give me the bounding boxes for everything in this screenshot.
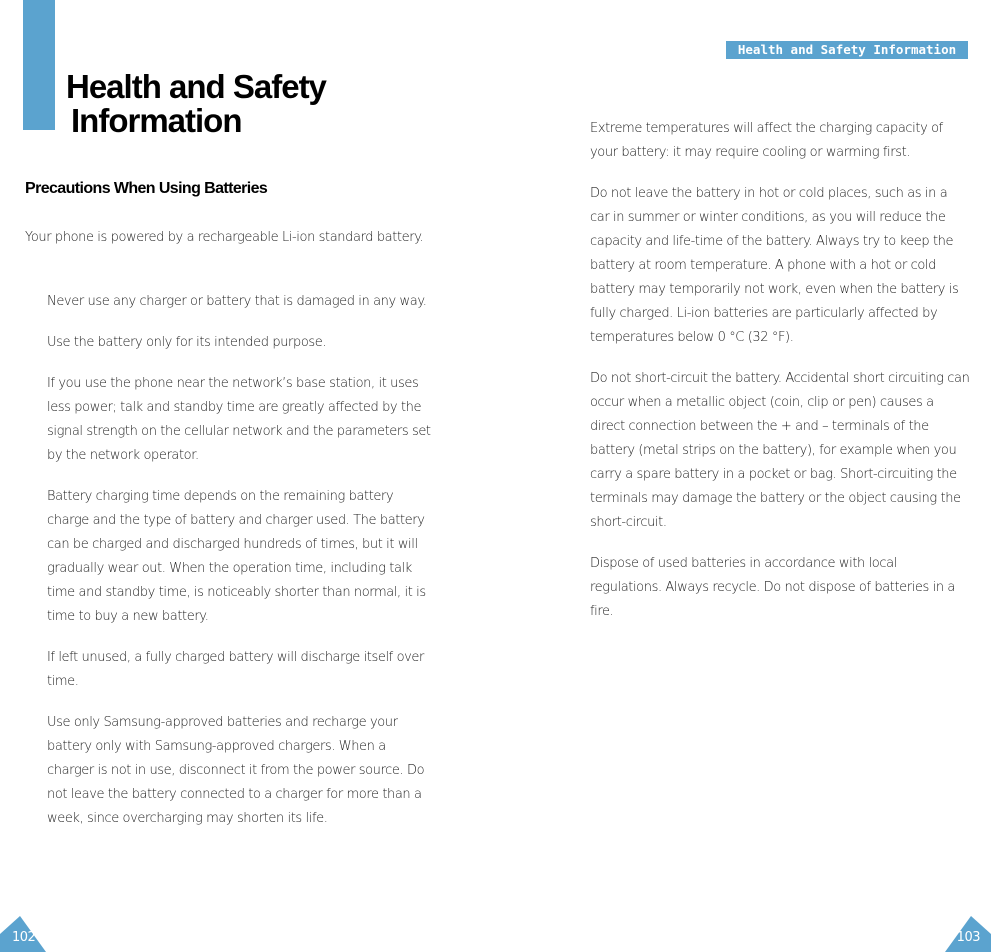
list-item: If you use the phone near the network’s base station, it uses less power; talk and standby time are greatly affected by the signal strength on the cellular network and the parameters set by the network operator. [47,376,431,463]
list-item: Do not short-circuit the battery. Accidental short circuiting can occur when a metallic object (coin, clip or pen) causes a direct connection between the + and – terminals of the battery (metal strips on the battery), for example when you carry a spare battery in a pocket or bag. Short-circuiting the terminals may damage the battery or the object causing the short-circuit. [590,371,970,530]
list-item: Use only Samsung-approved batteries and recharge your battery only with Samsung-approved chargers. When a charger is not in use, disconnect it from the power source. Do not leave the battery connected to a charger for more than a week, since overcharging may shorten its life. [47,715,425,826]
list-item: Never use any charger or battery that is damaged in any way. [47,294,427,309]
list-item: Do not leave the battery in hot or cold places, such as in a car in summer or winter conditions, as you will reduce the capacity and life-time of the battery. Always try to keep the battery at room temperature. A phone with a hot or cold battery may temporarily not work, even when the battery is fully charged. Li-ion batteries are particularly affected by temperatures below 0 °C (32 °F). [590,186,959,345]
list-item: Battery charging time depends on the remaining battery charge and the type of battery and charger used. The battery can be charged and discharged hundreds of times, but it will gradually wear out. When the operation time, including talk time and standby time, is noticeably shorter than normal, it is time to buy a new battery. [47,489,426,624]
page-number-left: 102 [12,930,36,945]
page-corner-right [945,914,991,952]
list-item: Use the battery only for its intended purpose. [47,335,327,350]
list-item: Dispose of used batteries in accordance with local regulations. Always recycle. Do not dispose of batteries in a fire. [590,556,955,619]
list-item: If left unused, a fully charged battery will discharge itself over time. [47,650,424,689]
right-precautions-list [590,117,970,641]
title-accent-bar [23,0,55,130]
page-title [66,70,326,138]
page-number-right: 103 [956,930,980,945]
running-header-badge: Health and Safety Information [726,41,968,59]
intro-paragraph: Your phone is powered by a rechargeable Li-ion standard battery. [25,230,424,245]
list-item: Extreme temperatures will affect the charging capacity of your battery: it may require cooling or warming first. [590,121,943,160]
page-title-line-2: Information [71,102,242,139]
page-title-line-1: Health and Safety [66,68,326,105]
left-precautions-list [47,290,432,848]
section-heading: Precautions When Using Batteries [25,180,268,197]
page-corner-left [0,914,46,952]
